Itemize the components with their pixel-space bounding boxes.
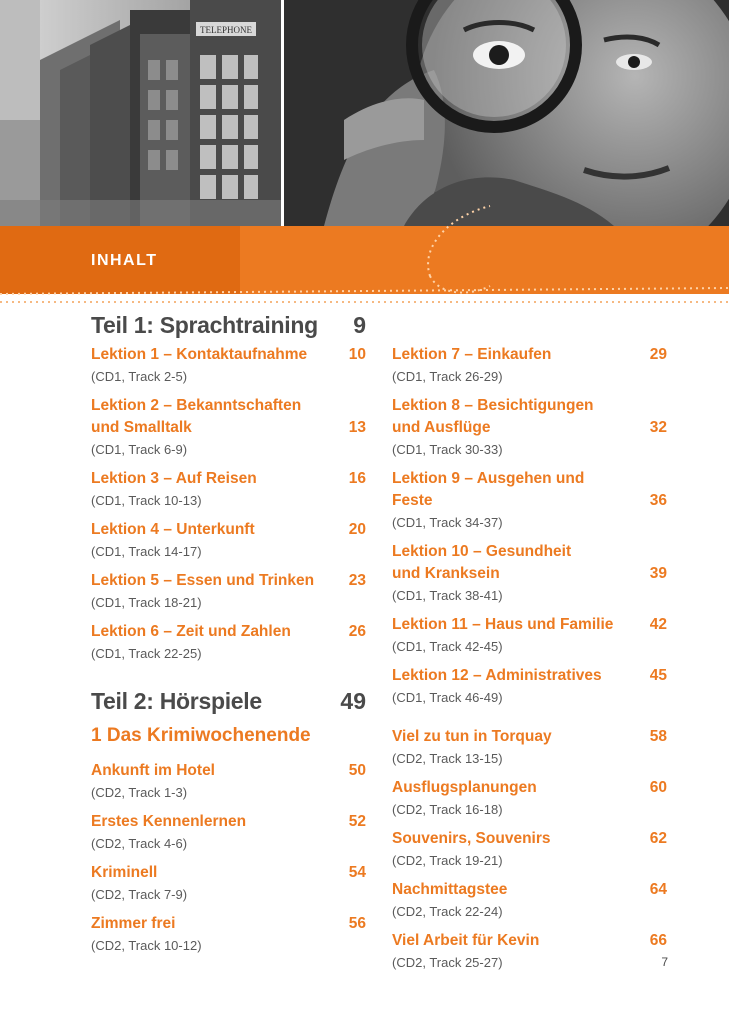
toc-entry-page: 16: [348, 470, 366, 487]
toc-entry-page: 56: [348, 915, 366, 932]
toc-entry-page: 36: [649, 492, 667, 509]
toc-entry-page: 10: [348, 346, 366, 363]
toc-entry-track: (CD1, Track 2-5): [91, 369, 188, 384]
toc-entry-title: Lektion 8 – Besichtigungen und Ausflüge: [392, 397, 594, 436]
toc-entry-page: 45: [649, 667, 667, 684]
toc-entry[interactable]: [392, 468, 667, 534]
toc-entry-track: (CD1, Track 34-37): [392, 515, 503, 530]
toc-column-part2-right: [392, 726, 667, 981]
photo-man-magnifier: [284, 0, 729, 226]
toc-entry-track: (CD1, Track 26-29): [392, 369, 503, 384]
part2-title: Teil 2: Hörspiele: [91, 688, 262, 714]
toc-entry[interactable]: [91, 395, 366, 461]
toc-entry-track: (CD2, Track 7-9): [91, 887, 188, 902]
toc-entry[interactable]: [91, 344, 366, 388]
part1-title: Teil 1: Sprachtraining: [91, 312, 318, 338]
toc-entry-page: 54: [348, 864, 366, 881]
photo-telephone-booths: [0, 0, 281, 226]
toc-entry-page: 50: [348, 762, 366, 779]
toc-entry-title: Lektion 10 – Gesundheit und Kranksein: [392, 543, 572, 582]
toc-entry-track: (CD2, Track 4-6): [91, 836, 188, 851]
toc-entry[interactable]: [392, 879, 667, 923]
toc-entry-page: 32: [649, 419, 667, 436]
toc-entry-page: 58: [649, 728, 667, 745]
toc-entry[interactable]: [91, 811, 366, 855]
toc-entry[interactable]: [91, 519, 366, 563]
toc-entry-track: (CD1, Track 42-45): [392, 639, 503, 654]
toc-entry[interactable]: [91, 468, 366, 512]
toc-entry-title: Viel Arbeit für Kevin: [392, 932, 540, 949]
toc-entry-track: (CD1, Track 14-17): [91, 544, 202, 559]
toc-entry[interactable]: [91, 570, 366, 614]
part1-page: 9: [353, 312, 366, 338]
telephone-sign-text: TELEPHONE: [200, 25, 252, 35]
toc-entry-title: Souvenirs, Souvenirs: [392, 830, 551, 847]
toc-entry[interactable]: [392, 930, 667, 974]
toc-entry-track: (CD1, Track 38-41): [392, 588, 503, 603]
toc-entry-title: Lektion 2 – Bekanntschaften und Smalltalk: [91, 397, 302, 436]
toc-entry-title: Ankunft im Hotel: [91, 762, 215, 779]
toc-entry-title: Kriminell: [91, 864, 158, 881]
toc-entry-page: 26: [348, 623, 366, 640]
toc-entry-page: 20: [348, 521, 366, 538]
toc-entry[interactable]: [392, 777, 667, 821]
page-title: INHALT: [91, 252, 158, 269]
part2-subtitle: 1 Das Krimiwochenende: [91, 725, 311, 746]
toc-entry-track: (CD2, Track 1-3): [91, 785, 188, 800]
toc-entry-track: (CD1, Track 46-49): [392, 690, 503, 705]
toc-entry-page: 52: [348, 813, 366, 830]
toc-entry-track: (CD2, Track 16-18): [392, 802, 503, 817]
toc-entry-page: 39: [649, 565, 667, 582]
toc-entry-track: (CD1, Track 6-9): [91, 442, 188, 457]
toc-entry-title: Lektion 9 – Ausgehen und Feste: [392, 470, 585, 509]
toc-entry-title: Viel zu tun in Torquay: [392, 728, 552, 745]
toc-entry[interactable]: [91, 913, 366, 957]
part2-page: 49: [340, 688, 366, 714]
toc-entry-title: Nachmittagstee: [392, 881, 508, 898]
toc-entry[interactable]: [392, 344, 667, 388]
toc-entry-track: (CD2, Track 13-15): [392, 751, 503, 766]
toc-entry-page: 29: [649, 346, 667, 363]
toc-entry-title: Lektion 5 – Essen und Trinken: [91, 572, 315, 589]
toc-entry-track: (CD2, Track 19-21): [392, 853, 503, 868]
toc-entry[interactable]: [91, 621, 366, 665]
toc-entry-title: Lektion 4 – Unterkunft: [91, 521, 255, 538]
toc-entry-track: (CD1, Track 22-25): [91, 646, 202, 661]
toc-entry[interactable]: [392, 828, 667, 872]
toc-entry-track: (CD1, Track 30-33): [392, 442, 503, 457]
toc-entry-title: Zimmer frei: [91, 915, 176, 932]
toc-entry-title: Lektion 11 – Haus und Familie: [392, 616, 614, 633]
toc-column-part1-left: [91, 344, 366, 672]
toc-entry-page: 62: [649, 830, 667, 847]
toc-entry-title: Lektion 6 – Zeit und Zahlen: [91, 623, 291, 640]
toc-entry-track: (CD2, Track 25-27): [392, 955, 503, 970]
toc-column-part1-right: [392, 344, 667, 716]
toc-entry-page: 42: [649, 616, 667, 633]
toc-entry[interactable]: [392, 665, 667, 709]
toc-entry[interactable]: [91, 862, 366, 906]
toc-entry[interactable]: [392, 614, 667, 658]
toc-entry-track: (CD1, Track 18-21): [91, 595, 202, 610]
toc-entry-page: 64: [649, 881, 667, 898]
toc-column-part2-left: [91, 760, 366, 964]
toc-entry-title: Lektion 3 – Auf Reisen: [91, 470, 257, 487]
toc-entry-title: Erstes Kennenlernen: [91, 813, 247, 830]
toc-entry-title: Lektion 7 – Einkaufen: [392, 346, 552, 363]
toc-entry-title: Lektion 12 – Administratives: [392, 667, 602, 684]
toc-entry-page: 66: [649, 932, 667, 949]
toc-entry-page: 60: [649, 779, 667, 796]
toc-entry[interactable]: [392, 395, 667, 461]
page-number: 7: [661, 955, 668, 969]
toc-entry-page: 13: [348, 419, 366, 436]
toc-entry-page: 23: [348, 572, 366, 589]
toc-entry-track: (CD2, Track 10-12): [91, 938, 202, 953]
toc-entry-track: (CD1, Track 10-13): [91, 493, 202, 508]
toc-entry-title: Ausflugsplanungen: [392, 779, 537, 796]
toc-entry[interactable]: [392, 726, 667, 770]
toc-entry[interactable]: [392, 541, 667, 607]
toc-entry-track: (CD2, Track 22-24): [392, 904, 503, 919]
toc-entry[interactable]: [91, 760, 366, 804]
toc-entry-title: Lektion 1 – Kontaktaufnahme: [91, 346, 308, 363]
